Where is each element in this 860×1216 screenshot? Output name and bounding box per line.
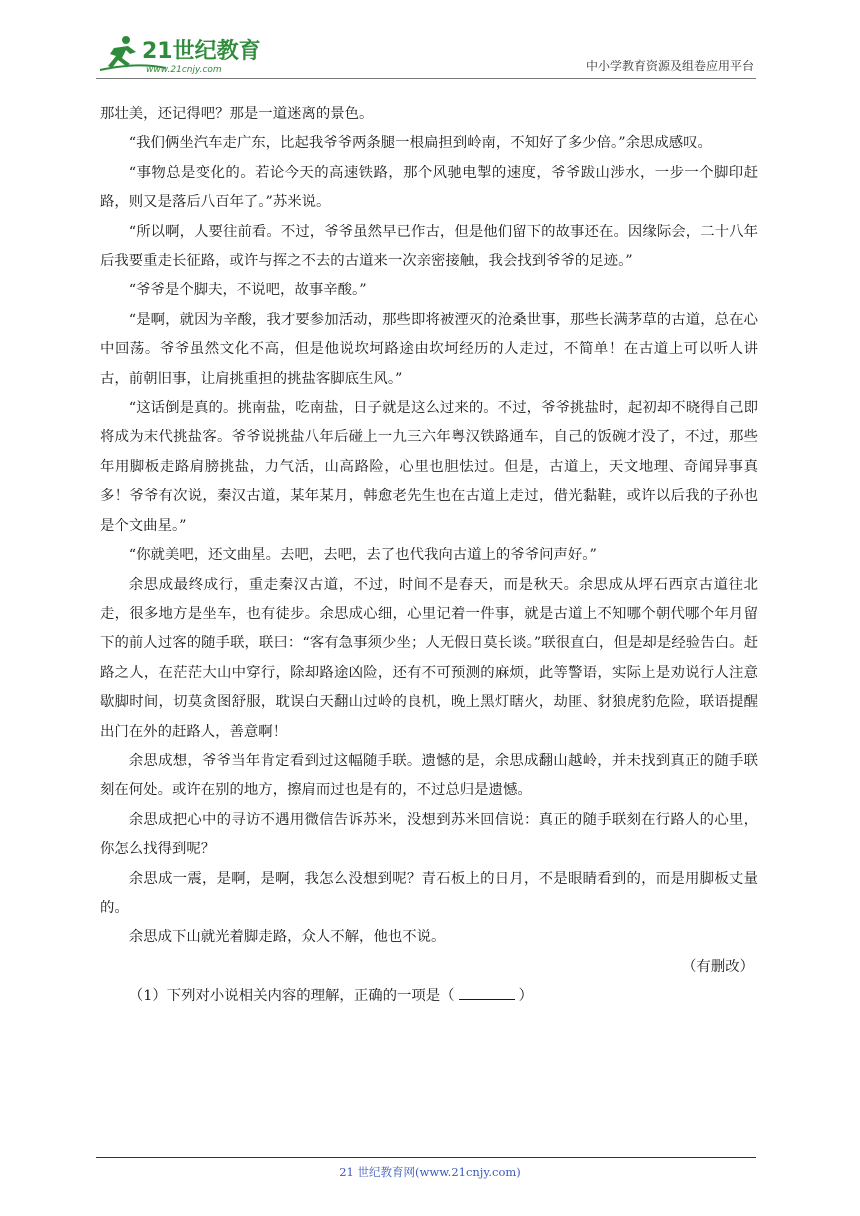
paragraph: “事物总是变化的。若论今天的高速铁路，那个风驰电掣的速度，爷爷跋山涉水，一步一个脚印赶路，则又是落后八百年了。”苏米说。 <box>100 164 758 211</box>
article-body <box>100 100 758 1012</box>
paragraph: “是啊，就因为辛酸，我才要参加活动，那些即将被湮灭的沧桑世事，那些长满茅草的古道，总在心中回荡。爷爷虽然文化不高，但是他说坎坷路途由坎坷经历的人走过，不简单！在古道上可以听人讲古，前朝旧事，让肩挑重担的挑盐客脚底生风。” <box>100 311 758 387</box>
paragraph: 余思成下山就光着脚走路，众人不解，他也不说。 <box>128 929 446 946</box>
answer-blank[interactable] <box>459 985 515 1000</box>
paragraph: 余思成最终成行，重走秦汉古道，不过，时间不是春天，而是秋天。余思成从坪石西京古道往北走，很多地方是坐车，也有徒步。余思成心细，心里记着一件事，就是古道上不知哪个朝代哪个年月留下的前人过客的随手联，联曰：“客有急事须少坐；人无假日莫长谈。”联很直白，但是却是经验告白。赶路之人，在茫茫大山中穿行，除却路途凶险，还有不可预测的麻烦，此等警语，实际上是劝说行人注意歇脚时间，切莫贪图舒服，耽误白天翻山过岭的良机，晚上黑灯瞎火，劫匪、豺狼虎豹危险，联语提醒出门在外的赶路人，善意啊！ <box>100 576 758 740</box>
paragraph: “这话倒是真的。挑南盐，吃南盐，日子就是这么过来的。不过，爷爷挑盐时，起初却不晓得自己即将成为末代挑盐客。爷爷说挑盐八年后碰上一九三六年粤汉铁路通车，自己的饭碗才没了，不过，那些年用脚板走路肩膀挑盐，力气活，山高路险，心里也胆怯过。但是，古道上，天文地理、奇闻异事真多！爷爷有次说，秦汉古道，某年某月，韩愈老先生也在古道上走过，借光黏鞋，或许以后我的子孙也是个文曲星。” <box>100 400 758 534</box>
paragraph: 余思成把心中的寻访不遇用微信告诉苏米，没想到苏米回信说：真正的随手联刻在行路人的心里，你怎么找得到呢？ <box>100 811 758 858</box>
page-header <box>96 32 756 79</box>
paragraph: “所以啊，人要往前看。不过，爷爷虽然早已作古，但是他们留下的故事还在。因缘际会，二十八年后我要重走长征路，或许与挥之不去的古道来一次亲密接触，我会找到爷爷的足迹。” <box>100 223 758 270</box>
logo-icon <box>96 32 266 76</box>
header-platform-name: 中小学教育资源及组卷应用平台 <box>585 59 754 73</box>
logo-text: 21世纪教育 <box>142 39 261 64</box>
logo-url-text: www.21cnjy.com <box>146 65 222 75</box>
question-close-paren: ） <box>518 988 533 1005</box>
question-1 <box>100 982 758 1011</box>
paragraph: 余思成一震，是啊，是啊，我怎么没想到呢？青石板上的日月，不是眼睛看到的，而是用脚板丈量的。 <box>100 870 758 916</box>
footer-divider <box>96 1157 756 1158</box>
paragraph: 余思成想，爷爷当年肯定看到过这幅随手联。遗憾的是，余思成翻山越岭，并未找到真正的随手联刻在何处。或许在别的地方，擦肩而过也是有的，不过总归是遗憾。 <box>100 752 758 799</box>
paragraph: “我们俩坐汽车走广东，比起我爷爷两条腿一根扁担到岭南，不知好了多少倍。”余思成感叹。 <box>128 135 712 152</box>
question-text: （1）下列对小说相关内容的理解，正确的一项是（ <box>128 988 455 1005</box>
paragraph: “你就美吧，还文曲星。去吧，去吧，去了也代我向古道上的爷爷问声好。” <box>128 547 597 564</box>
page-footer: 21 世纪教育网(www.21cnjy.com) <box>339 1165 521 1179</box>
paragraph: 那壮美，还记得吧？那是一道迷离的景色。 <box>100 106 374 122</box>
edit-note: （有删改） <box>682 958 754 975</box>
paragraph: “爷爷是个脚夫，不说吧，故事辛酸。” <box>128 282 367 299</box>
